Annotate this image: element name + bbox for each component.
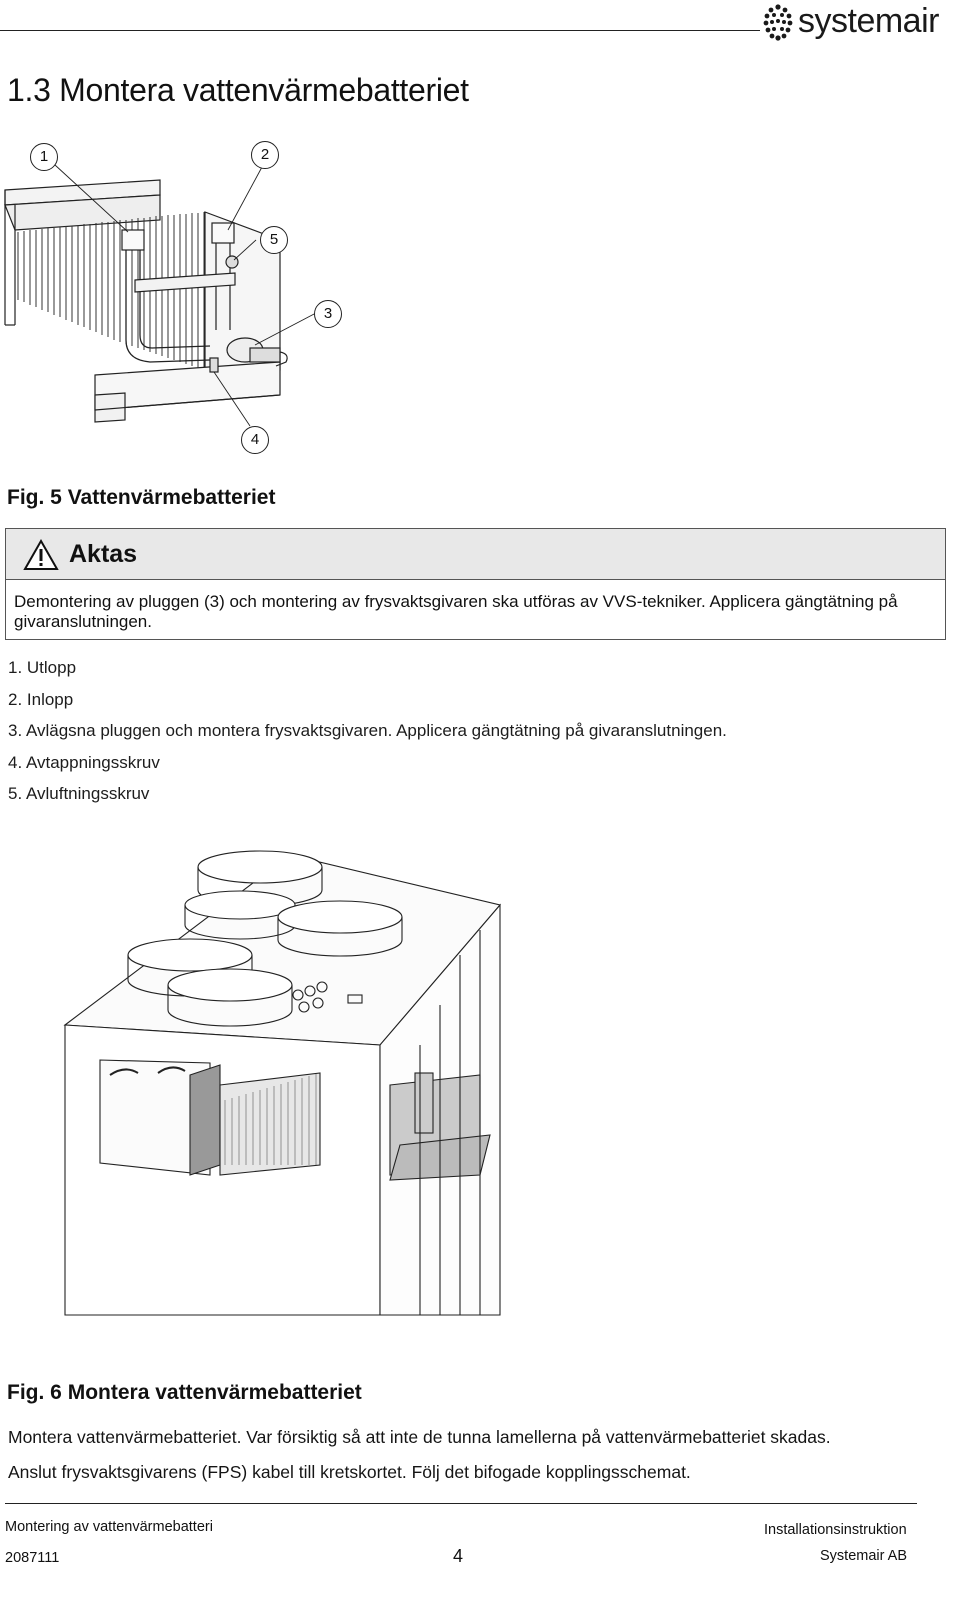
figure-6-illustration — [60, 845, 560, 1325]
list-item: 3. Avlägsna pluggen och montera frysvaktsgivaren. Applicera gängtätning på givaranslutningen. — [8, 721, 727, 740]
figure-6-number: 6 — [50, 1381, 62, 1404]
figure-5-text: Vattenvärmebatteriet — [67, 486, 276, 509]
brand-name: systemair — [798, 2, 939, 40]
list-item: 1. Utlopp — [8, 658, 77, 677]
water-heater-battery-drawing — [0, 140, 360, 460]
instruction-paragraph-2: Anslut frysvaktsgivarens (FPS) kabel till kretskortet. Följ det bifogade kopplingsschemat. — [8, 1462, 691, 1482]
footer-doc-type: Installationsinstruktion — [764, 1522, 907, 1538]
list-item: 4. Avtappningsskruv — [8, 752, 160, 772]
figure-5-caption — [7, 486, 275, 510]
figure-5-illustration — [0, 140, 360, 460]
callout-4: 4 — [241, 426, 269, 454]
warning-triangle-icon — [23, 539, 59, 571]
callout-3: 3 — [314, 300, 342, 328]
page-number: 4 — [453, 1546, 464, 1566]
footer-company: Systemair AB — [820, 1548, 908, 1564]
callout-5: 5 — [260, 226, 288, 254]
footer-doc-number: 2087111 — [5, 1550, 60, 1566]
footer-rule — [5, 1503, 917, 1504]
footer-section: Montering av vattenvärmebatteri — [5, 1519, 213, 1535]
callout-2: 2 — [251, 141, 279, 169]
unit-installation-drawing — [60, 845, 560, 1325]
figure-6-text: Montera vattenvärmebatteriet — [67, 1381, 362, 1404]
logo-dots-icon — [760, 2, 796, 42]
list-item: 2. Inlopp — [8, 689, 74, 709]
figure-5-number: 5 — [50, 486, 62, 509]
figure-5-prefix: Fig. — [7, 486, 45, 509]
warning-text: Demontering av pluggen (3) och montering av frysvaktsgivaren ska utföras av VVS-tekniker. Applicera gängtätning på givaranslutningen. — [14, 592, 898, 631]
warning-header — [6, 529, 945, 580]
warning-box — [5, 528, 946, 640]
callout-1: 1 — [30, 143, 58, 171]
list-item: 5. Avluftningsskruv — [8, 784, 150, 803]
instruction-paragraph-1: Montera vattenvärmebatteriet. Var försiktig så att inte de tunna lamellerna på vattenvärmebatteriet skadas. — [8, 1427, 831, 1447]
page-title: 1.3 Montera vattenvärmebatteriet — [7, 72, 469, 108]
warning-title: Aktas — [69, 540, 138, 568]
systemair-logo — [760, 2, 955, 46]
header-rule — [0, 30, 760, 31]
parts-list — [8, 652, 727, 810]
figure-6-prefix: Fig. — [7, 1381, 45, 1404]
figure-6-caption — [7, 1381, 362, 1405]
